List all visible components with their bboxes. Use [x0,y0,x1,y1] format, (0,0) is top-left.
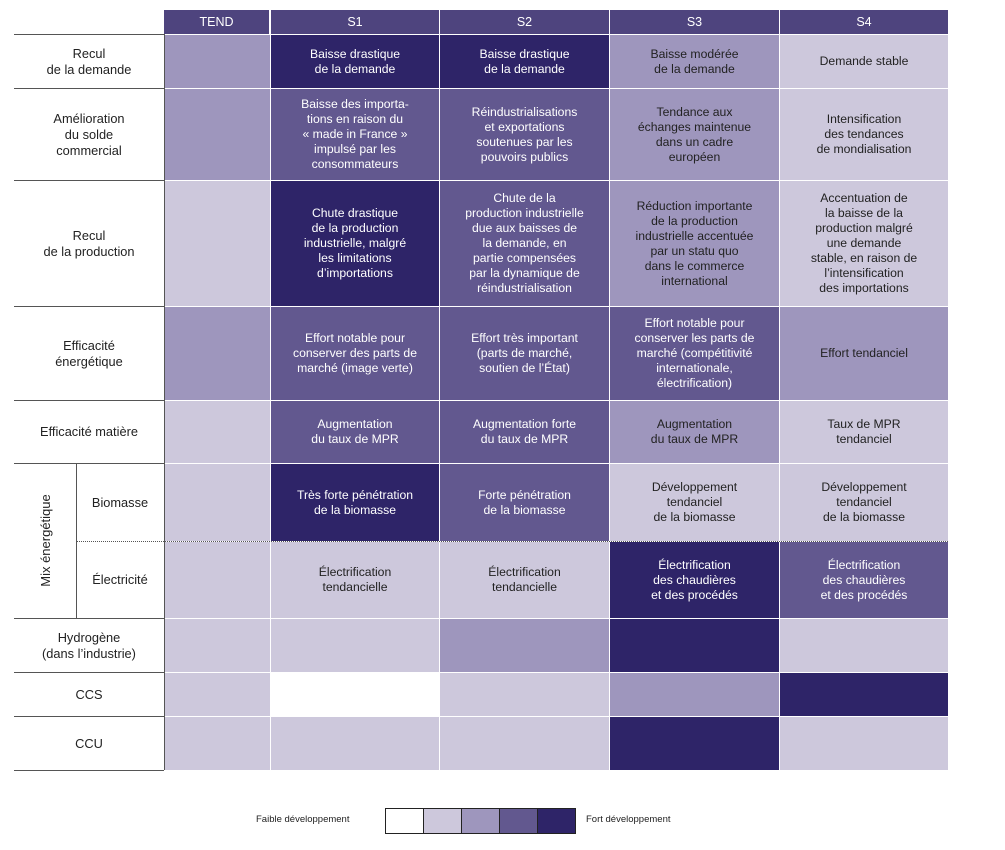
cell-s1: Chute drastique de la production industrielle, malgré les limitations d’importations [271,181,439,306]
cell-s4: Effort tendanciel [780,307,948,400]
legend-low-label: Faible développement [256,814,350,825]
cell-s3: Tendance aux échanges maintenue dans un cadre européen [610,89,779,180]
cell-s2: Chute de la production industrielle due aux baisses de la demande, en partie compensées par la dynamique de réindustrialisation [440,181,609,306]
cell-tend [165,542,270,618]
cell-tend [165,464,270,541]
legend-swatch [499,808,538,834]
row-label: Efficacité matière [14,401,164,463]
cell-s4: Taux de MPR tendanciel [780,401,948,463]
cell-s1 [271,673,439,716]
cell-s4 [780,619,948,672]
cell-s2: Réindustrialisations et exportations soutenues par les pouvoirs publics [440,89,609,180]
row-divider [14,34,164,35]
row-label: Amélioration du solde commercial [14,89,164,180]
cell-tend [165,35,270,88]
row-label: Recul de la production [14,181,164,306]
cell-s3 [610,717,779,770]
header-s1: S1 [271,10,439,34]
cell-s1: Baisse des importa- tions en raison du « made in France » impulsé par les consommateurs [271,89,439,180]
cell-tend [165,89,270,180]
row-label: CCS [14,673,164,716]
cell-s4 [780,717,948,770]
cell-s2: Électrification tendancielle [440,542,609,618]
cell-s4: Accentuation de la baisse de la production malgré une demande stable, en raison de l’intensification des importations [780,181,948,306]
cell-s1: Très forte pénétration de la biomasse [271,464,439,541]
legend-high-label: Fort développement [586,814,671,825]
row-divider [14,770,164,771]
row-label: Efficacité énergétique [14,307,164,400]
row-divider [14,672,164,673]
cell-tend [165,181,270,306]
cell-s4: Demande stable [780,35,948,88]
row-label: Biomasse [76,464,164,541]
cell-tend [165,401,270,463]
cell-s4: Développement tendanciel de la biomasse [780,464,948,541]
cell-s2: Forte pénétration de la biomasse [440,464,609,541]
legend-swatch [423,808,462,834]
cell-tend [165,619,270,672]
row-label: Électricité [76,542,164,618]
cell-s1: Électrification tendancielle [271,542,439,618]
cell-s3 [610,673,779,716]
header-s3: S3 [610,10,779,34]
row-divider [14,180,164,181]
cell-s1: Baisse drastique de la demande [271,35,439,88]
row-divider [14,306,164,307]
cell-s3: Baisse modérée de la demande [610,35,779,88]
row-label: Hydrogène (dans l’industrie) [14,619,164,672]
cell-s3: Développement tendanciel de la biomasse [610,464,779,541]
cell-s4: Intensification des tendances de mondialisation [780,89,948,180]
cell-s2 [440,619,609,672]
header-tend: TEND [164,10,269,34]
cell-s3: Effort notable pour conserver les parts de marché (compétitivité internationale, électrification) [610,307,779,400]
row-divider [14,618,164,619]
cell-s3 [610,619,779,672]
cell-s2 [440,673,609,716]
cell-s2 [440,717,609,770]
cell-tend [165,717,270,770]
mix-energetique-label: Mix énergétique [37,494,53,587]
cell-s1: Effort notable pour conserver des parts de marché (image verte) [271,307,439,400]
mix-dotted-divider [76,541,948,542]
row-divider [14,400,164,401]
legend-swatch [461,808,500,834]
row-label: CCU [14,717,164,770]
cell-s1: Augmentation du taux de MPR [271,401,439,463]
header-s2: S2 [440,10,609,34]
row-divider [14,88,164,89]
cell-tend [165,307,270,400]
cell-s4: Électrification des chaudières et des procédés [780,542,948,618]
cell-s2: Augmentation forte du taux de MPR [440,401,609,463]
row-divider [14,716,164,717]
row-label: Recul de la demande [14,35,164,88]
legend [0,808,1005,834]
legend-swatch [385,808,424,834]
header-s4: S4 [780,10,948,34]
cell-s1 [271,717,439,770]
cell-tend [165,673,270,716]
cell-s3: Réduction importante de la production industrielle accentuée par un statu quo dans le commerce international [610,181,779,306]
cell-s3: Augmentation du taux de MPR [610,401,779,463]
cell-s1 [271,619,439,672]
legend-swatch [537,808,576,834]
label-column-divider [164,34,165,770]
cell-s3: Électrification des chaudières et des procédés [610,542,779,618]
cell-s2: Effort très important (parts de marché, soutien de l’État) [440,307,609,400]
cell-s4 [780,673,948,716]
cell-s2: Baisse drastique de la demande [440,35,609,88]
row-divider [14,463,164,464]
